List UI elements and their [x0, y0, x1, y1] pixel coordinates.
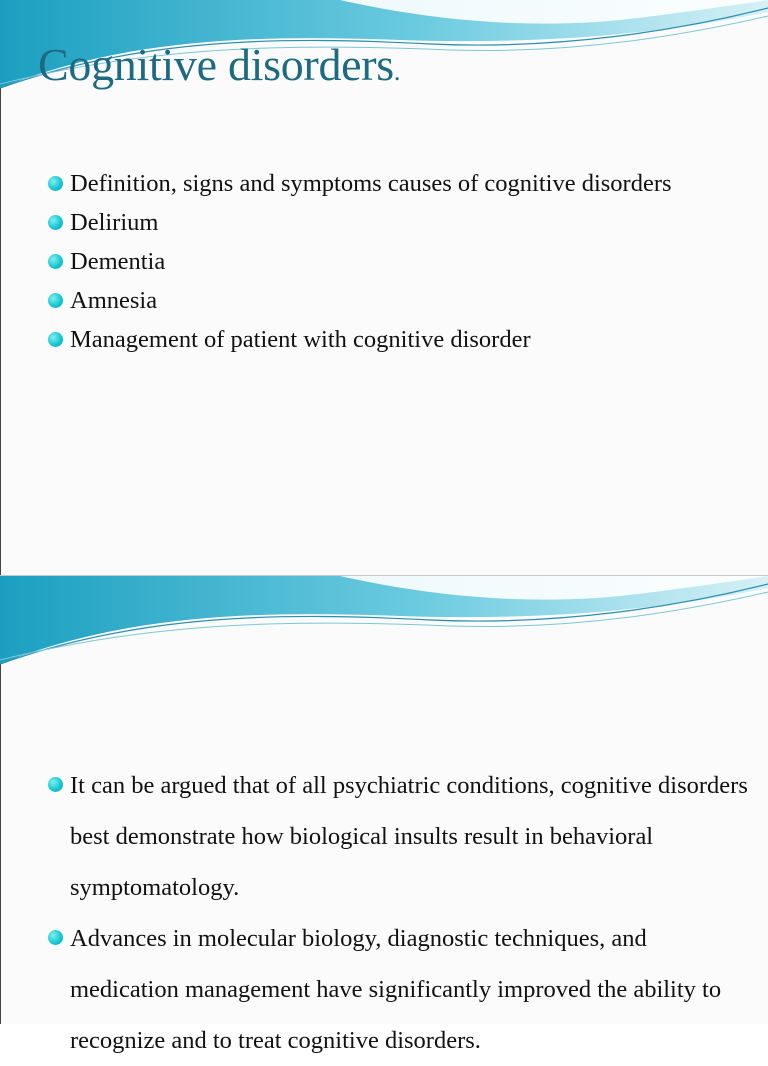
list-item-text: Amnesia — [70, 287, 158, 314]
list-item — [48, 168, 748, 199]
list-item-text: Dementia — [70, 248, 166, 275]
bullet-icon — [48, 254, 63, 269]
list-item-text: Delirium — [70, 209, 159, 236]
list-item-text: Advances in molecular biology, diagnostic techniques, and medication management have significantly improved the ability to recognize and to treat cognitive disorders. — [70, 925, 722, 1054]
list-item — [48, 285, 748, 316]
slide-title — [38, 38, 400, 91]
wave-decoration-icon — [0, 576, 768, 666]
list-item-text: Definition, signs and symptoms causes of cognitive disorders — [70, 170, 672, 197]
list-item — [48, 207, 748, 238]
slide-2 — [0, 576, 768, 1054]
bullet-icon — [48, 293, 63, 308]
bullet-list — [48, 168, 748, 363]
list-item-text: Management of patient with cognitive disorder — [70, 326, 531, 353]
list-item — [48, 324, 748, 355]
slide-title-period: . — [393, 57, 401, 86]
bullet-icon — [48, 332, 63, 347]
bullet-list — [48, 760, 748, 1066]
slide-title-text: Cognitive disorders — [38, 39, 394, 90]
bullet-icon — [48, 215, 63, 230]
list-item — [48, 913, 748, 1066]
list-item — [48, 246, 748, 277]
bullet-icon — [48, 930, 63, 945]
list-item-text: It can be argued that of all psychiatric conditions, cognitive disorders best demonstrate how biological insults result in behavioral symptomatology. — [70, 772, 748, 901]
bullet-icon — [48, 777, 63, 792]
list-item — [48, 760, 748, 913]
bullet-icon — [48, 176, 63, 191]
